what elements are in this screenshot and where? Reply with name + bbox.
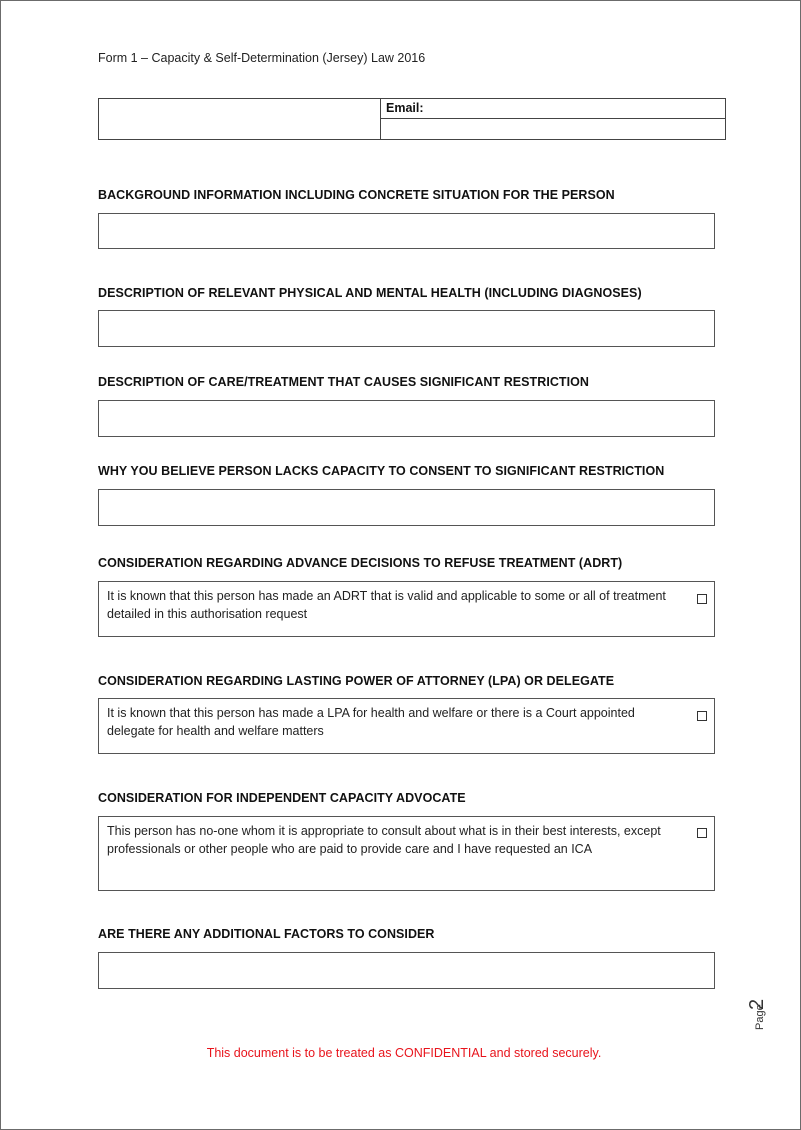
additional-field[interactable] (98, 952, 715, 989)
lpa-statement: It is known that this person has made a LPA for health and welfare or there is a Court appointed delegate for health and welfare matters (107, 706, 635, 738)
adrt-checkbox[interactable] (697, 594, 707, 604)
adrt-box (98, 581, 715, 637)
additional-heading: ARE THERE ANY ADDITIONAL FACTORS TO CONSIDER (98, 927, 435, 941)
adrt-statement: It is known that this person has made an ADRT that is valid and applicable to some or all of treatment detailed in this authorisation request (107, 589, 666, 621)
table-divider (380, 118, 725, 119)
email-label: Email: (386, 101, 424, 115)
confidential-notice: This document is to be treated as CONFIDENTIAL and stored securely. (206, 1046, 602, 1060)
care-heading: DESCRIPTION OF CARE/TREATMENT THAT CAUSES SIGNIFICANT RESTRICTION (98, 375, 589, 389)
lpa-heading: CONSIDERATION REGARDING LASTING POWER OF ATTORNEY (LPA) OR DELEGATE (98, 674, 615, 688)
page-number (748, 986, 782, 1030)
page-label: Page (754, 1004, 766, 1030)
background-heading: BACKGROUND INFORMATION INCLUDING CONCRETE SITUATION FOR THE PERSON (98, 188, 615, 202)
ica-box (98, 816, 715, 891)
form-title: Form 1 – Capacity & Self-Determination (Jersey) Law 2016 (98, 51, 426, 65)
table-divider (380, 99, 381, 139)
capacity-heading: WHY YOU BELIEVE PERSON LACKS CAPACITY TO CONSENT TO SIGNIFICANT RESTRICTION (98, 464, 665, 478)
ica-statement: This person has no-one whom it is appropriate to consult about what is in their best interests, except professionals or other people who are paid to provide care and I have requested an ICA (107, 824, 661, 856)
adrt-heading: CONSIDERATION REGARDING ADVANCE DECISIONS TO REFUSE TREATMENT (ADRT) (98, 556, 623, 570)
health-field[interactable] (98, 310, 715, 347)
lpa-box (98, 698, 715, 754)
lpa-checkbox[interactable] (697, 711, 707, 721)
page-number-value: 2 (746, 998, 768, 1010)
health-heading: DESCRIPTION OF RELEVANT PHYSICAL AND MENTAL HEALTH (INCLUDING DIAGNOSES) (98, 286, 642, 300)
capacity-field[interactable] (98, 489, 715, 526)
ica-heading: CONSIDERATION FOR INDEPENDENT CAPACITY ADVOCATE (98, 791, 466, 805)
care-field[interactable] (98, 400, 715, 437)
ica-checkbox[interactable] (697, 828, 707, 838)
background-field[interactable] (98, 213, 715, 249)
contact-table (98, 98, 726, 140)
